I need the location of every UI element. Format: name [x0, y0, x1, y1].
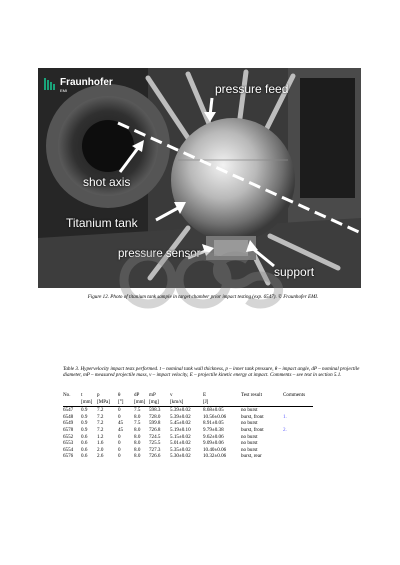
comment-cell	[283, 440, 313, 447]
table-cell: 7.5	[134, 407, 141, 414]
table-cell: 5.39±0.02	[170, 413, 191, 420]
table-row	[63, 414, 313, 421]
table-cell: 45	[118, 426, 124, 433]
brand-sub: EMI	[60, 88, 68, 93]
table-cell: 726.8	[149, 426, 161, 433]
comment-cell	[283, 453, 313, 460]
table-cell: 5.35±0.02	[170, 446, 191, 453]
col-header: v	[170, 392, 173, 398]
table-cell: 0	[118, 453, 121, 460]
table-cell: 5.45±0.02	[170, 420, 191, 427]
unit-cell: [°]	[118, 399, 134, 407]
table-cell: 5.15±0.02	[170, 433, 191, 440]
unit-cell: [MPa]	[97, 399, 118, 407]
table-cell: 7.2	[97, 407, 104, 414]
table-cell: 9.09±0.06	[203, 440, 224, 447]
table-header-row	[63, 392, 313, 399]
unit-cell	[283, 399, 313, 407]
table-cell: 8.0	[134, 413, 141, 420]
table-cell: 0	[118, 407, 121, 414]
label-support: support	[274, 265, 315, 279]
comment-cell: 2.	[283, 426, 287, 433]
unit-cell: [mm]	[81, 399, 97, 407]
table-cell: 5.39±0.02	[170, 407, 191, 414]
table-cell: 9.79±0.38	[203, 426, 224, 433]
table-cell: 6576	[63, 453, 74, 460]
label-titanium-tank: Titanium tank	[66, 216, 138, 230]
table-cell: 728.0	[149, 413, 161, 420]
col-header: t	[81, 392, 83, 398]
table-cell: 6553	[63, 440, 74, 447]
table-cell: no burst	[241, 446, 258, 453]
table-cell: 8.0	[134, 440, 141, 447]
table-cell: 0.9	[81, 407, 88, 414]
table-cell: 7.2	[97, 413, 104, 420]
fraunhofer-logo-icon	[44, 77, 55, 91]
table-cell: 6548	[63, 413, 74, 420]
table-cell: 8.0	[134, 446, 141, 453]
table-row	[63, 420, 313, 427]
col-header: Test result	[241, 392, 263, 398]
table-cell: 6549	[63, 420, 74, 427]
table-cell: 1.2	[97, 433, 104, 440]
table-cell: 45	[118, 420, 124, 427]
col-header: No.	[63, 392, 71, 398]
table-cell: 10.40±0.06	[203, 446, 227, 453]
impact-tests-table	[63, 392, 365, 460]
table-cell: 727.3	[149, 446, 161, 453]
table-cell: burst, front	[241, 413, 264, 420]
brand-name: Fraunhofer	[60, 77, 113, 88]
table-cell: no burst	[241, 440, 258, 447]
unit-cell: [J]	[203, 399, 241, 407]
table-row	[63, 427, 313, 434]
table-cell: burst, front	[241, 426, 264, 433]
col-header: θ	[118, 392, 121, 398]
table-cell: 2.0	[97, 446, 104, 453]
table-cell: no burst	[241, 433, 258, 440]
table-cell: 7.2	[97, 420, 104, 427]
table-cell: 6547	[63, 407, 74, 414]
col-header: Comments	[283, 392, 306, 398]
comment-cell	[283, 447, 313, 454]
table-cell: 0.9	[81, 426, 88, 433]
table-row	[63, 447, 313, 454]
label-pressure-feed: pressure feed	[215, 82, 289, 96]
col-header: E	[203, 392, 207, 398]
comment-cell	[283, 407, 313, 414]
table-cell: 6552	[63, 433, 74, 440]
table-cell: 5.19±0.10	[170, 426, 191, 433]
table-cell: 0.6	[81, 446, 88, 453]
unit-cell: [mg]	[149, 399, 170, 407]
table-cell: 9.62±0.06	[203, 433, 224, 440]
table-caption: Table 3. Hypervelocity impact tests performed. t – nominal tank wall thickness, p – inner tank pressure, θ – impact angle, dP – nominal projectile diameter, mP – measured projectile mass, v – impact velocity, E – projectile kinetic energy at impact. Comments – see text in section 5.1.	[63, 366, 360, 379]
table-cell: 10.56±0.06	[203, 413, 227, 420]
table-cell: 6554	[63, 446, 74, 453]
figure-caption: Figure 12. Photo of titanium tank sample in target chamber prior impact testing (exp. 6547). © Fraunhofer EMI.	[87, 294, 319, 300]
table-cell: 7.5	[134, 420, 141, 427]
table-cell: 0	[118, 433, 121, 440]
table-row	[63, 453, 313, 460]
table-cell: 0.6	[81, 453, 88, 460]
table-cell: 0.6	[81, 440, 88, 447]
table-cell: 7.2	[97, 426, 104, 433]
table-cell: 0	[118, 440, 121, 447]
table-cell: no burst	[241, 407, 258, 414]
table-cell: 0	[118, 446, 121, 453]
table-body	[63, 407, 313, 460]
table-units-row	[63, 399, 313, 407]
table-cell: 724.5	[149, 433, 161, 440]
table-cell: 8.0	[134, 453, 141, 460]
table-cell: 8.68±0.05	[203, 407, 224, 414]
col-header: p	[97, 392, 100, 398]
table-row	[63, 434, 313, 441]
figure-photo	[38, 68, 361, 288]
comment-cell	[283, 434, 313, 441]
table-cell: burst, rear	[241, 453, 262, 460]
unit-cell	[63, 399, 81, 407]
unit-cell	[241, 399, 283, 407]
unit-cell: [mm]	[134, 399, 149, 407]
table-cell: 726.6	[149, 453, 161, 460]
table-cell: 598.3	[149, 407, 161, 414]
col-header: dP	[134, 392, 140, 398]
table-row	[63, 407, 313, 414]
table-cell: no burst	[241, 420, 258, 427]
table-cell: 0.9	[81, 413, 88, 420]
table-cell: 10.32±0.06	[203, 453, 227, 460]
comment-cell	[283, 420, 313, 427]
table-cell: 0.6	[81, 433, 88, 440]
table-row	[63, 440, 313, 447]
table-cell: 6578	[63, 426, 74, 433]
table-cell: 5.01±0.02	[170, 440, 191, 447]
table-cell: 5.30±0.02	[170, 453, 191, 460]
table-cell: 0.9	[81, 420, 88, 427]
table-cell: 599.8	[149, 420, 161, 427]
table-cell: 8.0	[134, 426, 141, 433]
table-cell: 8.0	[134, 433, 141, 440]
unit-cell: [km/s]	[170, 399, 203, 407]
table-cell: 8.91±0.05	[203, 420, 224, 427]
table-cell: 0	[118, 413, 121, 420]
table-cell: 2.6	[97, 453, 104, 460]
table-cell: 725.5	[149, 440, 161, 447]
table-cell: 1.6	[97, 440, 104, 447]
col-header: mP	[149, 392, 156, 398]
label-shot-axis: shot axis	[83, 175, 131, 189]
label-pressure-sensor: pressure sensor	[118, 248, 201, 260]
comment-cell: 1.	[283, 413, 287, 420]
